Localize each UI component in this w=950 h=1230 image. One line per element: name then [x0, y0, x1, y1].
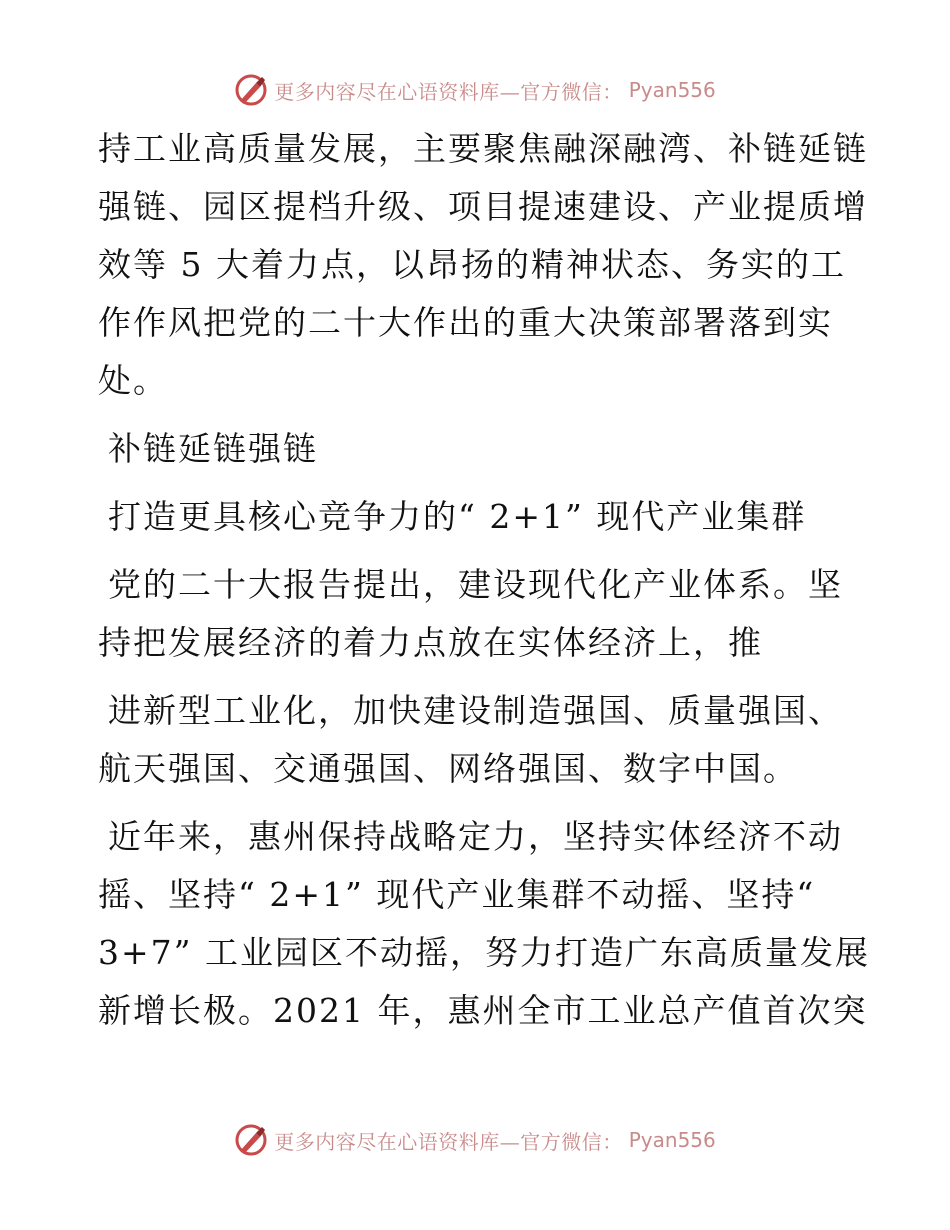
text-line: 近年来，惠州保持战略定力，坚持实体经济不动 [108, 817, 843, 856]
text-line: 效等 5 大着力点，以昂扬的精神状态、务实的工 [98, 245, 846, 284]
subheading [98, 488, 858, 546]
header-watermark [0, 68, 950, 112]
text-line: 持工业高质量发展，主要聚焦融深融湾、补链延链 [98, 129, 868, 168]
section-heading [98, 420, 858, 478]
document-body [98, 120, 871, 1040]
text-line: 补链延链强链 [108, 429, 318, 468]
watermark-text: 更多内容尽在心语资料库—官方微信： [274, 79, 623, 104]
text-line: 摇、坚持“ 2+1” 现代产业集群不动摇、坚持“ [98, 875, 816, 914]
pen-logo-icon [234, 1123, 268, 1157]
paragraph [98, 682, 858, 798]
text-line: 处。 [98, 361, 168, 400]
paragraph [98, 556, 858, 672]
text-line: 打造更具核心竞争力的“ 2+1” 现代产业集群 [108, 497, 807, 536]
watermark-wechat-id: Pyan556 [628, 1128, 716, 1152]
watermark-wechat-id: Pyan556 [628, 78, 716, 102]
text-line: 强链、园区提档升级、项目提速建设、产业提质增 [98, 187, 868, 226]
watermark-text: 更多内容尽在心语资料库—官方微信： [274, 1129, 623, 1154]
paragraph [98, 120, 868, 410]
paragraph [98, 808, 871, 1040]
text-line: 进新型工业化，加快建设制造强国、质量强国、 [108, 691, 843, 730]
footer-watermark [0, 1118, 950, 1162]
text-line: 持把发展经济的着力点放在实体经济上，推 [98, 623, 763, 662]
text-line: 3+7” 工业园区不动摇，努力打造广东高质量发展 [98, 933, 871, 972]
text-line: 作作风把党的二十大作出的重大决策部署落到实 [98, 303, 833, 342]
text-line: 航天强国、交通强国、网络强国、数字中国。 [98, 749, 798, 788]
text-line: 新增长极。2021 年，惠州全市工业总产值首次突 [98, 991, 868, 1030]
text-line: 党的二十大报告提出，建设现代化产业体系。坚 [108, 565, 843, 604]
pen-logo-icon [234, 73, 268, 107]
